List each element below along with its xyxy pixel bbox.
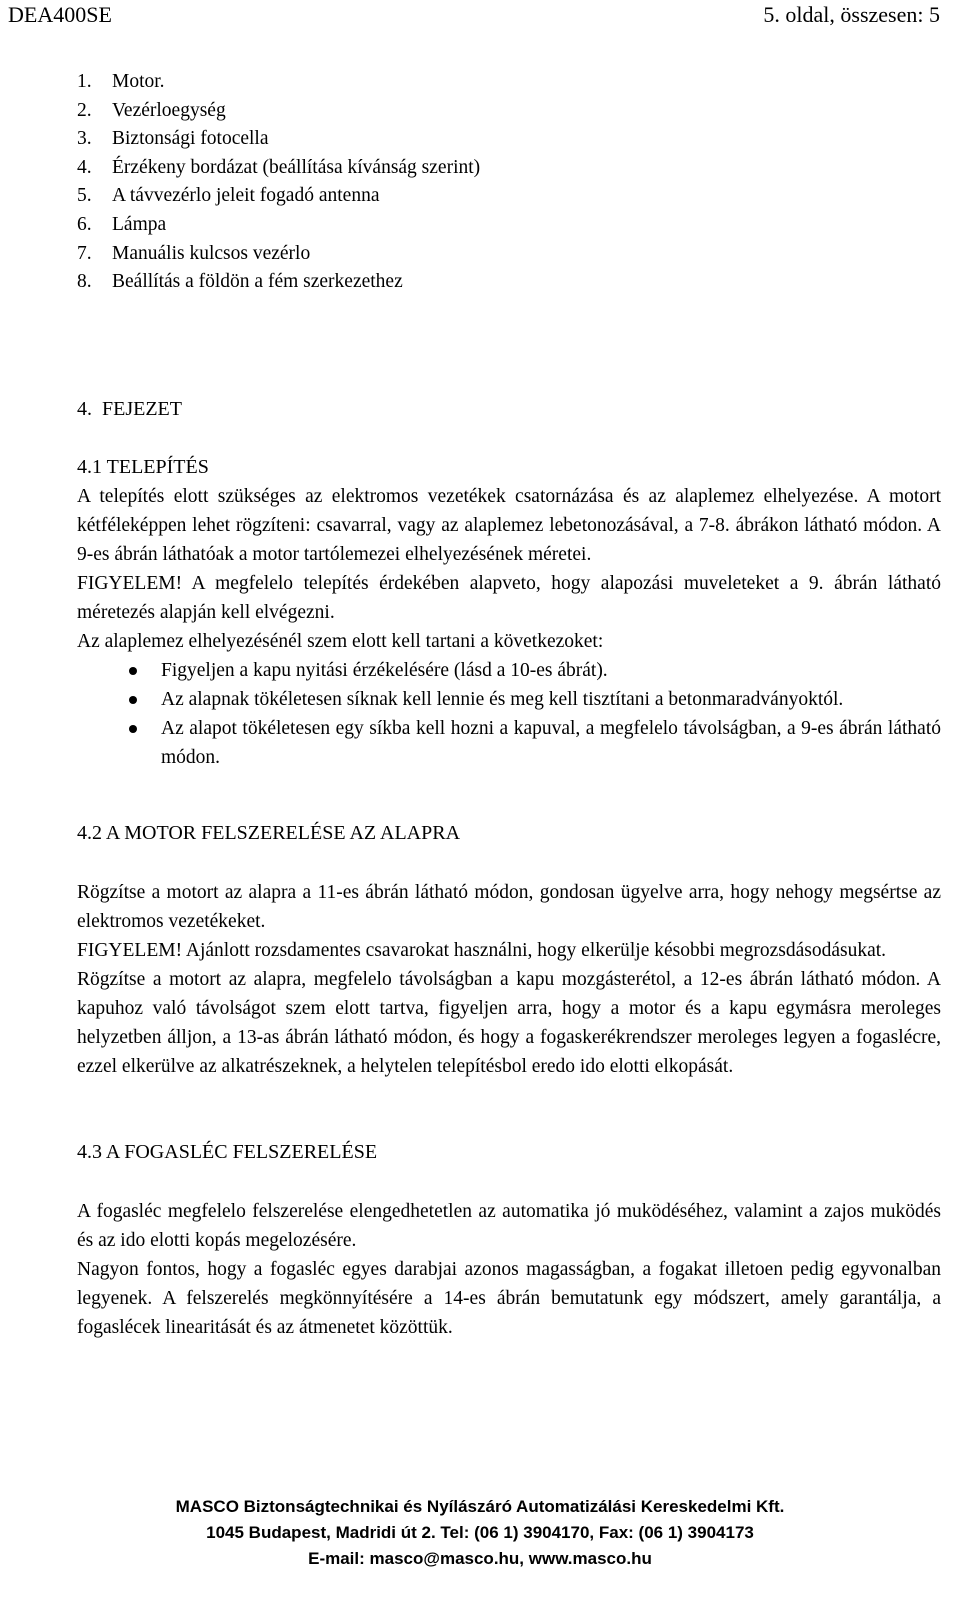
paragraph: Nagyon fontos, hogy a fogasléc egyes darabjai azonos magasságban, a fogakat illetoen pedig egyvonalban legyenek. A felszerelés megkönnyítésére a 14-es ábrán bemutatunk egy módszert, amely garantálja, a fogaslécek linearitását és az átmenetet közöttük. (77, 1258, 941, 1338)
page-header (8, 2, 940, 28)
section-title-4-2: 4.2 A MOTOR FELSZERELÉSE AZ ALAPRA (77, 821, 461, 844)
section-title-4-3: 4.3 A FOGASLÉC FELSZERELÉSE (77, 1140, 378, 1163)
bullet-list (77, 656, 941, 772)
list-item: 1. Motor. (77, 71, 165, 92)
section-title-4-1: 4.1 TELEPÍTÉS (77, 455, 209, 478)
document-body (77, 68, 941, 1342)
page-number: 5. oldal, összesen: 5 (763, 2, 940, 27)
list-item: 8. Beállítás a földön a fém szerkezethez (77, 271, 403, 293)
list-item: 2. Vezérloegység (77, 99, 226, 121)
footer-address: 1045 Budapest, Madridi út 2. Tel: (06 1) 3904170, Fax: (06 1) 3904173 (206, 1523, 754, 1542)
list-item: 4. Érzékeny bordázat (beállítása kívánság szerint) (77, 156, 481, 178)
list-item: 7. Manuális kulcsos vezérlo (77, 242, 311, 264)
document-code: DEA400SE (8, 2, 112, 27)
list-item: 3. Biztonsági fotocella (77, 128, 269, 150)
warning-paragraph: FIGYELEM! Ajánlott rozsdamentes csavarokat használni, hogy elkerülje késobbi megrozsdásodásukat. (77, 939, 887, 961)
bullet-icon (129, 725, 137, 733)
list-item: 5. A távvezérlo jeleit fogadó antenna (77, 185, 380, 207)
footer-company: MASCO Biztonságtechnikai és Nyílászáró Automatizálási Kereskedelmi Kft. (175, 1497, 785, 1516)
warning-paragraph: FIGYELEM! A megfelelo telepítés érdekében alapveto, hogy alapozási muveleteket a 9. ábrán látható méretezés alapján kell elvégezni. (77, 572, 941, 623)
chapter-title: 4. FEJEZET (77, 397, 182, 420)
bullet-item: Az alapot tökéletesen egy síkba kell hozni a kapuval, a megfelelo távolságban, a 9-es ábrán látható módon. (77, 714, 941, 772)
list-item: 6. Lámpa (77, 213, 167, 235)
bullet-icon (129, 696, 137, 704)
page-footer (0, 1494, 960, 1572)
footer-contact: E-mail: masco@masco.hu, www.masco.hu (308, 1549, 652, 1568)
paragraph: A fogasléc megfelelo felszerelése elengedhetetlen az automatika jó muködéséhez, valamint a zajos muködés és az ido elotti kopás megelozésére. (77, 1200, 941, 1251)
paragraph: Rögzítse a motort az alapra a 11-es ábrán látható módon, gondosan ügyelve arra, hogy nehogy megsértse az elektromos vezetékeket. (77, 881, 941, 932)
bullet-item: Figyeljen a kapu nyitási érzékelésére (lásd a 10-es ábrát). (77, 656, 941, 685)
section-body-4-3 (77, 1197, 941, 1342)
bullet-item: Az alapnak tökéletesen síknak kell lennie és meg kell tisztítani a betonmaradványoktól. (77, 685, 941, 714)
parts-list (77, 68, 941, 297)
list-intro-paragraph: Az alaplemez elhelyezésénél szem elott kell tartani a következoket: (77, 630, 604, 652)
paragraph: Rögzítse a motort az alapra, megfelelo távolságban a kapu mozgásterétol, a 12-es ábrán látható módon. A kapuhoz való távolságot szem elott tartva, figyeljen arra, hogy a motor és a kapu egymásra meroleges helyzetben álljon, a 13-as ábrán látható módon, és hogy a fogaskerékrendszer meroleges legyen a fogaslécre, ezzel elkerülve az alkatrészeknek, a helytelen telepítésbol eredo ido elotti elkopását. (77, 968, 941, 1077)
section-body-4-2 (77, 878, 941, 1081)
section-intro-paragraph: A telepítés elott szükséges az elektromos vezetékek csatornázása és az alaplemez elhelyezése. A motort kétféleképpen lehet rögzíteni: csavarral, vagy az alaplemez lebetonozásával, a 7-8. ábrákon látható módon. A 9-es ábrán láthatóak a motor tartólemezei elhelyezésének méretei. (77, 485, 941, 565)
bullet-icon (129, 667, 137, 675)
